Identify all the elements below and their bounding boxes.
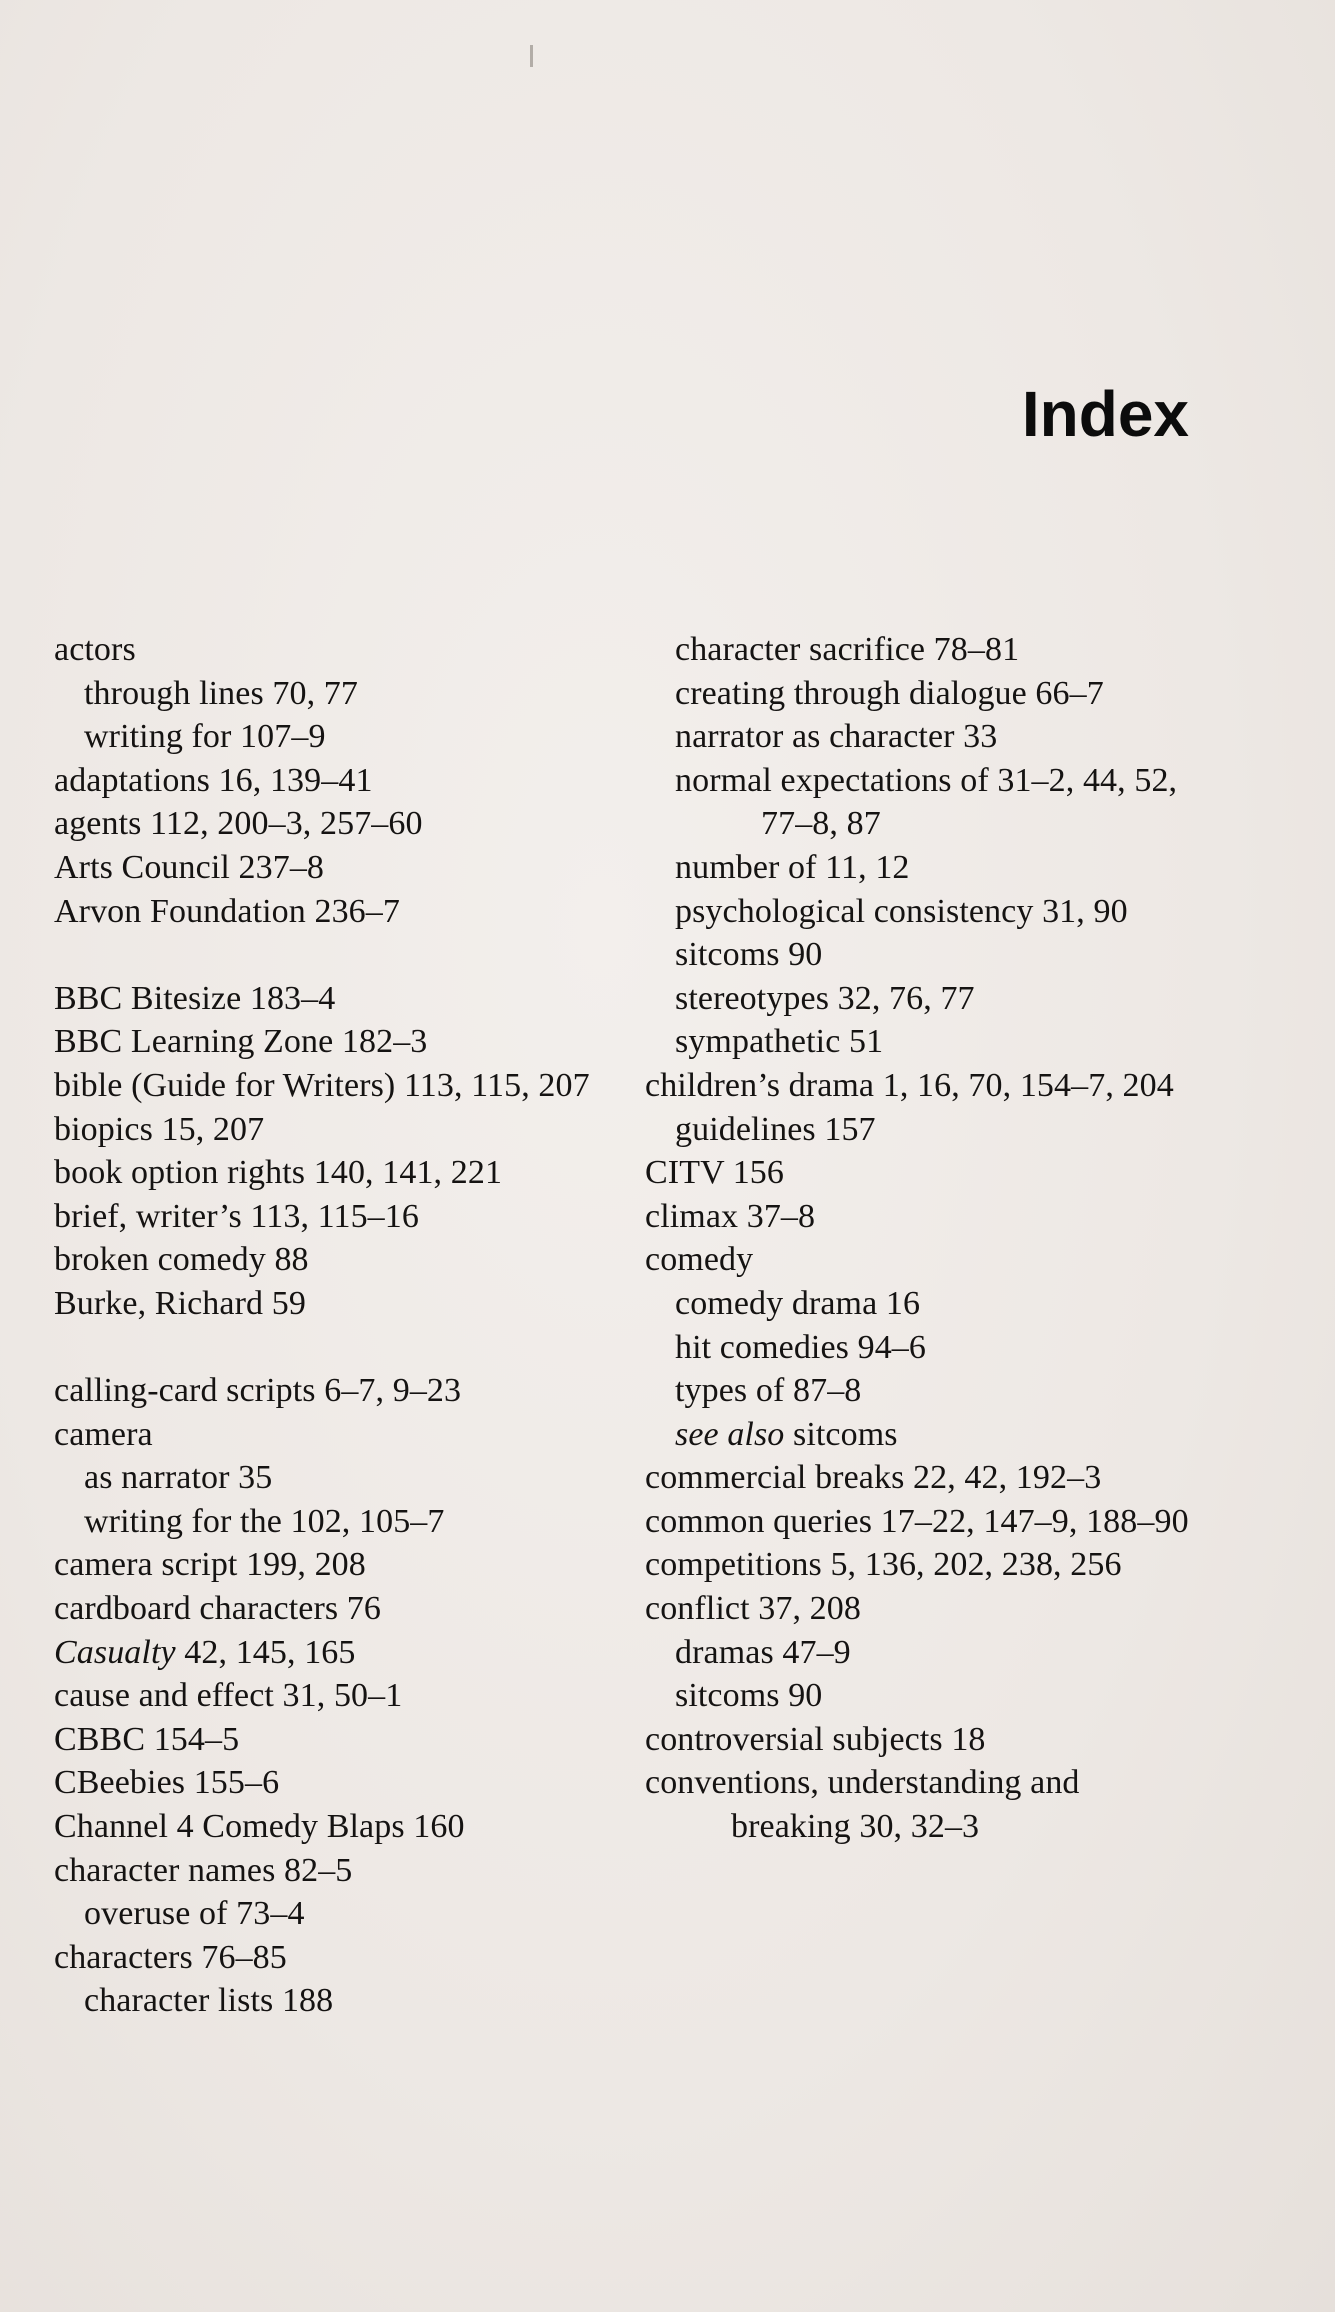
index-subentry — [54, 672, 614, 716]
index-entry — [54, 1718, 614, 1762]
index-entry-text: through lines 70, 77 — [84, 674, 358, 712]
letter-group-gap — [54, 933, 614, 977]
index-entry — [54, 977, 614, 1021]
index-entry-text: narrator as character 33 — [675, 718, 998, 756]
index-entry — [54, 1805, 614, 1849]
index-entry — [54, 1195, 614, 1239]
index-entry-italic: Casualty — [54, 1633, 176, 1671]
index-entry-text: guidelines 157 — [675, 1110, 876, 1148]
index-entry — [645, 1500, 1205, 1544]
index-title: Index — [1021, 378, 1189, 450]
index-entry-text: sitcoms 90 — [675, 936, 823, 974]
index-entry-text: sitcoms 90 — [675, 1677, 823, 1715]
index-entry-text: broken comedy 88 — [54, 1241, 309, 1279]
index-subentry — [54, 1892, 614, 1936]
index-entry — [54, 1108, 614, 1152]
index-entry-text: controversial subjects 18 — [645, 1720, 986, 1758]
index-entry-text: psychological consistency 31, 90 — [675, 892, 1128, 930]
index-entry — [54, 759, 614, 803]
index-entry-text: types of 87–8 — [675, 1372, 862, 1410]
index-entry-text: cardboard characters 76 — [54, 1590, 381, 1628]
index-entry — [54, 1151, 614, 1195]
index-entry-text: character sacrifice 78–81 — [675, 631, 1020, 668]
index-entry — [54, 628, 614, 672]
index-entry — [54, 1413, 614, 1457]
index-entry — [54, 1674, 614, 1718]
index-entry-text: overuse of 73–4 — [84, 1895, 305, 1933]
index-entry — [645, 1543, 1205, 1587]
index-subentry — [645, 715, 1205, 759]
index-subentry — [645, 672, 1205, 716]
index-entry — [54, 1238, 614, 1282]
index-entry-text: normal expectations of 31–2, 44, 52, 77–8, 87 — [675, 761, 1178, 843]
index-entry-text: climax 37–8 — [645, 1197, 816, 1235]
index-subentry — [54, 1456, 614, 1500]
index-entry — [54, 802, 614, 846]
index-column-right — [645, 628, 1205, 1849]
paper-mark — [530, 45, 533, 67]
index-entry — [54, 1761, 614, 1805]
index-entry — [54, 1543, 614, 1587]
index-entry-text: sympathetic 51 — [675, 1023, 884, 1061]
index-entry-text: Burke, Richard 59 — [54, 1284, 306, 1322]
index-subentry — [645, 1020, 1205, 1064]
index-subentry — [54, 1500, 614, 1544]
index-entry-text: BBC Learning Zone 182–3 — [54, 1023, 428, 1061]
index-entry-text: comedy drama 16 — [675, 1284, 921, 1322]
index-entry-italic: see also — [675, 1415, 785, 1453]
index-entry-text: brief, writer’s 113, 115–16 — [54, 1197, 419, 1235]
index-entry-text: book option rights 140, 141, 221 — [54, 1154, 503, 1192]
index-entry — [645, 1587, 1205, 1631]
index-entry — [645, 1151, 1205, 1195]
index-subentry — [645, 1282, 1205, 1326]
index-entry — [645, 1456, 1205, 1500]
index-entry-text: bible (Guide for Writers) 113, 115, 207 — [54, 1066, 590, 1104]
index-entry-text: conventions, understanding and breaking 30, 32–3 — [645, 1764, 1080, 1846]
index-entry — [54, 1064, 614, 1108]
index-entry — [54, 1849, 614, 1893]
index-entry-text: children’s drama 1, 16, 70, 154–7, 204 — [645, 1066, 1174, 1104]
index-subentry — [645, 1674, 1205, 1718]
index-entry — [54, 1282, 614, 1326]
index-entry-text: hit comedies 94–6 — [675, 1328, 926, 1366]
index-entry — [645, 1195, 1205, 1239]
index-entry-text: CBeebies 155–6 — [54, 1764, 280, 1802]
index-entry-text: creating through dialogue 66–7 — [675, 674, 1104, 712]
index-entry — [645, 1718, 1205, 1762]
index-entry-text: Arvon Foundation 236–7 — [54, 892, 400, 930]
index-entry-text: sitcoms — [784, 1415, 898, 1453]
index-entry — [54, 1936, 614, 1980]
index-entry-text: actors — [54, 631, 136, 668]
index-subentry — [645, 846, 1205, 890]
index-entry — [54, 890, 614, 934]
index-subentry — [54, 715, 614, 759]
index-entry — [645, 1238, 1205, 1282]
letter-group-gap — [54, 1326, 614, 1370]
index-subentry — [645, 1326, 1205, 1370]
index-subentry — [645, 1413, 1205, 1457]
index-entry-text: camera script 199, 208 — [54, 1546, 366, 1584]
index-entry-text: dramas 47–9 — [675, 1633, 851, 1671]
index-entry-text: stereotypes 32, 76, 77 — [675, 979, 975, 1017]
index-subentry — [645, 977, 1205, 1021]
index-subentry — [645, 890, 1205, 934]
index-entry-text: Arts Council 237–8 — [54, 848, 325, 886]
index-entry-text: CBBC 154–5 — [54, 1720, 240, 1758]
index-entry — [54, 1587, 614, 1631]
index-entry-text: adaptations 16, 139–41 — [54, 761, 373, 799]
index-entry-text: Channel 4 Comedy Blaps 160 — [54, 1808, 465, 1846]
index-entry-text: biopics 15, 207 — [54, 1110, 265, 1148]
index-entry-text: common queries 17–22, 147–9, 188–90 — [645, 1502, 1189, 1540]
index-entry-text: competitions 5, 136, 202, 238, 256 — [645, 1546, 1122, 1584]
index-entry-text: cause and effect 31, 50–1 — [54, 1677, 403, 1715]
index-subentry — [645, 1108, 1205, 1152]
index-entry-text: camera — [54, 1415, 153, 1453]
index-entry — [645, 1064, 1205, 1108]
index-subentry — [645, 933, 1205, 977]
index-column-left — [54, 628, 614, 2023]
index-entry-text: as narrator 35 — [84, 1459, 273, 1497]
index-entry-text: calling-card scripts 6–7, 9–23 — [54, 1372, 462, 1410]
index-entry — [54, 1020, 614, 1064]
index-entry-text: 42, 145, 165 — [175, 1633, 356, 1671]
index-entry-text: agents 112, 200–3, 257–60 — [54, 805, 423, 843]
index-entry — [54, 1631, 614, 1675]
index-subentry — [645, 1631, 1205, 1675]
index-subentry — [645, 1369, 1205, 1413]
index-subentry — [645, 628, 1205, 672]
index-entry-text: BBC Bitesize 183–4 — [54, 979, 336, 1017]
index-entry-text: conflict 37, 208 — [645, 1590, 861, 1628]
index-entry-text: character lists 188 — [84, 1982, 334, 2020]
index-entry-text: writing for 107–9 — [84, 718, 326, 756]
index-entry — [645, 1761, 1205, 1848]
index-subentry — [54, 1979, 614, 2023]
index-entry-text: comedy — [645, 1241, 754, 1279]
index-entry-text: characters 76–85 — [54, 1938, 287, 1976]
index-entry — [54, 1369, 614, 1413]
index-entry-text: writing for the 102, 105–7 — [84, 1502, 445, 1540]
index-entry-text: character names 82–5 — [54, 1851, 353, 1889]
index-entry-text: CITV 156 — [645, 1154, 785, 1192]
index-entry — [54, 846, 614, 890]
index-entry-text: number of 11, 12 — [675, 848, 910, 886]
index-subentry — [645, 759, 1205, 846]
index-entry-text: commercial breaks 22, 42, 192–3 — [645, 1459, 1102, 1497]
